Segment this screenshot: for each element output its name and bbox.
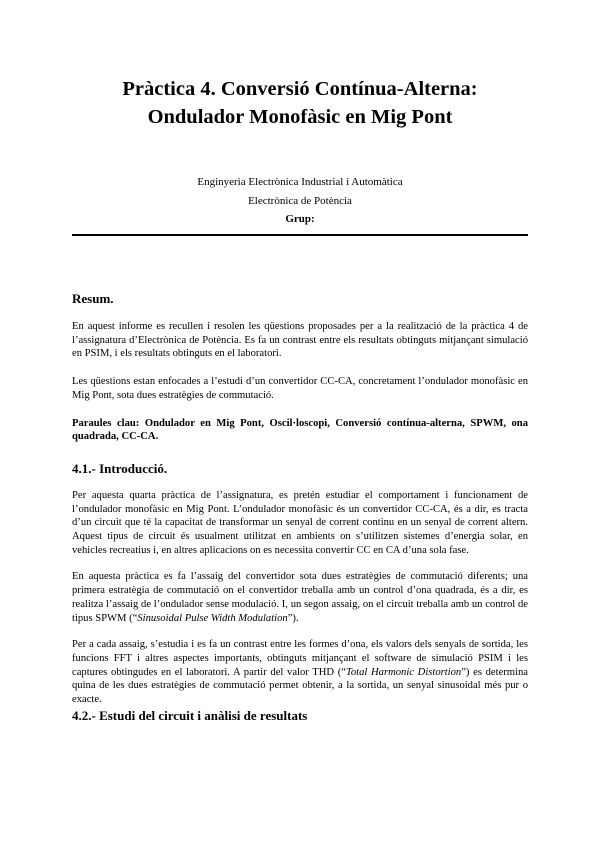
- course-name: Electrònica de Potència: [248, 194, 352, 207]
- intro-p2-end: ”).: [287, 612, 299, 624]
- title-line-1: Pràctica 4. Conversió Contínua-Alterna:: [122, 78, 478, 100]
- intro-p2-text: En aquesta pràctica es fa l’assaig del convertidor sota dues estratègies de commutació diferents; una primera estratègia de commutació on el convertidor treballa amb un control d’ona quadrada, és a dir, es realitza l’assaig de l’ondulador sense modulació. I, un segon assaig, on el circuit treballa amb un control de tipus SPWM (“: [72, 571, 528, 624]
- degree-name: Enginyeria Electrònica Industrial i Automàtica: [197, 176, 403, 188]
- intro-p3-end: ”) es determina quina de les dues estratègies de commutació permet obtenir, a la sortida, un senyal sinusoidal més pur o exacte.: [72, 666, 528, 706]
- document-title: [60, 75, 540, 131]
- section-2-heading: 4.2.- Estudi del circuit i anàlisi de resultats: [72, 707, 308, 723]
- abstract-heading: Resum.: [72, 291, 114, 306]
- keywords: Paraules clau: Ondulador en Mig Pont, Oscil·loscopi, Conversió contínua-alterna, SPWM, ona quadrada, CC-CA.: [72, 417, 528, 443]
- intro-p3-text: Per a cada assaig, s’estudia i es fa un contrast entre les formes d’ona, els valors dels senyals de sortida, les funcions FFT i altres aspectes importants, obtinguts mitjançant el software de simulació PSIM i les captures obtingudes en el laboratori. A partir del valor THD (“: [72, 639, 528, 678]
- thd-expansion: Total Harmonic Distortion: [345, 666, 462, 678]
- document-body: [72, 290, 528, 725]
- title-line-2: Ondulador Monofàsic en Mig Pont: [147, 106, 453, 128]
- intro-paragraph-1: Per aquesta quarta pràctica de l’assignatura, es pretén estudiar el comportament i funcionament de l’ondulador monofàsic en Mig Pont. L’ondulador monofàsic és un convertidor CC-CA, és a dir, es tracta d’un circuit que té la capacitat de transformar un senyal de corrent continu en un senyal de corrent altern. Aquest tipus de circuit és usualment utilitzat en ambients on s’utilitzen sistemes d’energia solar, en vehicles recreatius i, en altres aplicacions on es necessita convertir CC en CA d’una sola fase.: [72, 489, 528, 556]
- abstract-paragraph-1: En aquest informe es recullen i resolen les qüestions proposades per a la realització de la pràctica 4 de l’assignatura d’Electrònica de Potència. Es fa un contrast entre els resultats obtinguts mitjançant simulació en PSIM, i els resultats obtinguts en el laboratori.: [72, 321, 528, 360]
- group-label: Grup:: [285, 213, 315, 225]
- document-meta: [60, 173, 540, 229]
- header-divider: [72, 234, 528, 236]
- abstract-paragraph-2: Les qüestions estan enfocades a l’estudi d’un convertidor CC-CA, concretament l’ondulador monofàsic en Mig Pont, sota dues estratègies de commutació.: [72, 376, 528, 401]
- intro-paragraph-2: [72, 570, 528, 625]
- intro-paragraph-3: [72, 638, 528, 707]
- spwm-expansion: Sinusoidal Pulse Width Modulation: [137, 612, 288, 624]
- intro-heading: 4.1.- Introducció.: [72, 460, 168, 476]
